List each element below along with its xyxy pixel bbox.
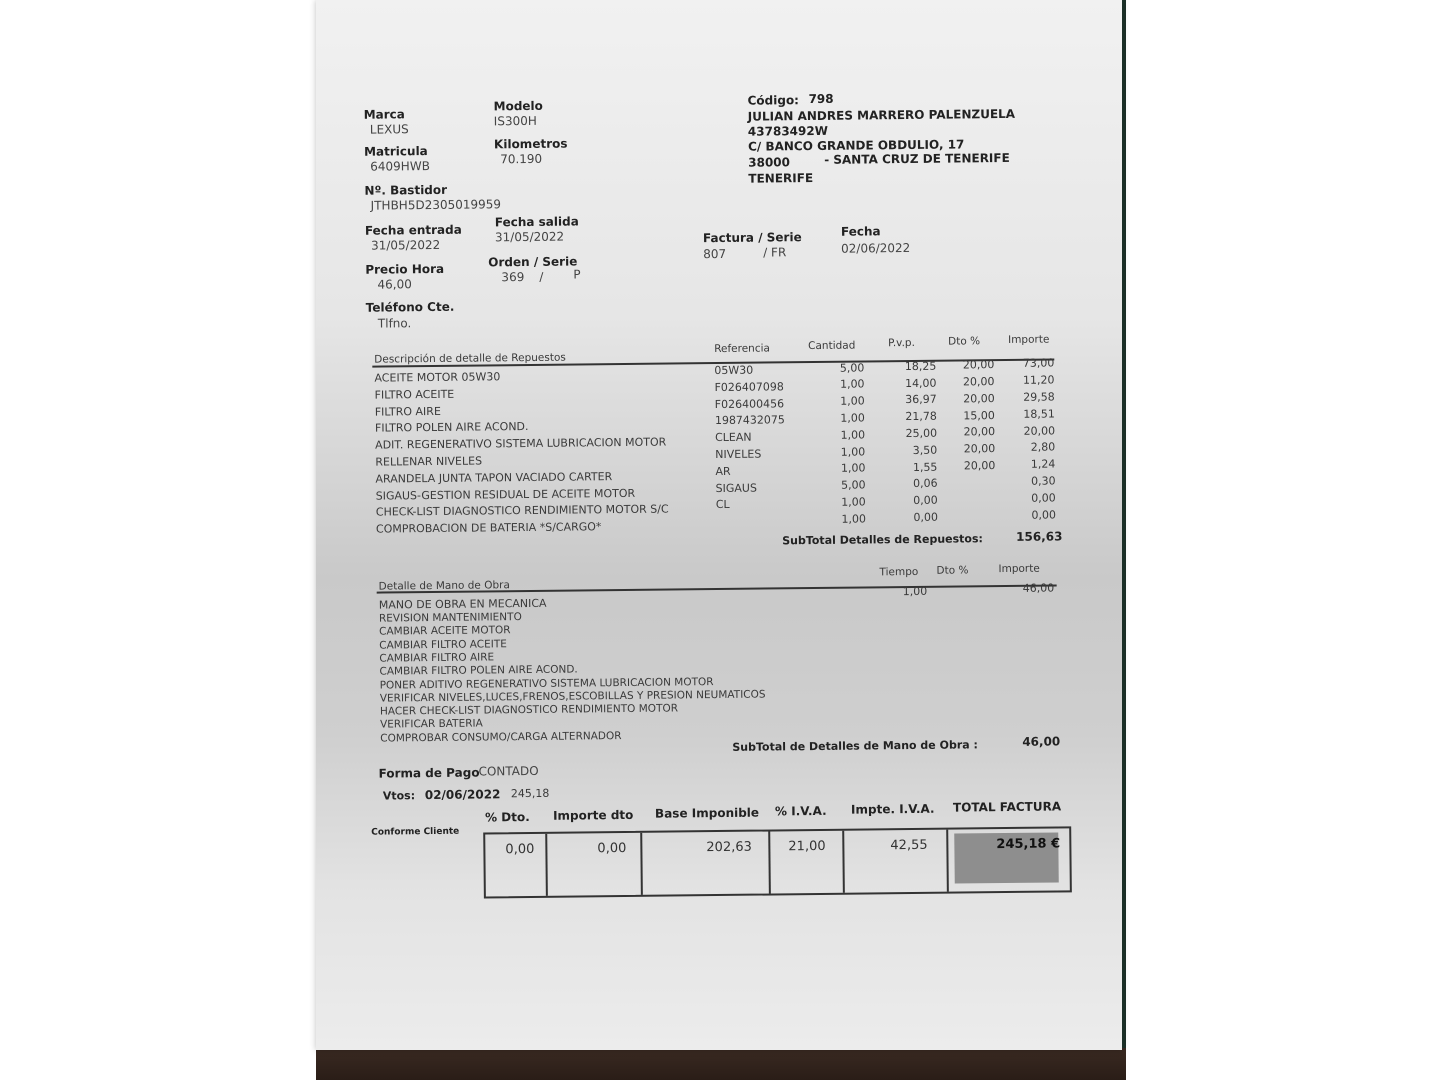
part-dto: 20,00 [962,375,995,389]
labor-line: CAMBIAR FILTRO AIRE [379,651,495,665]
telefono-label: Teléfono Cte. [365,299,455,315]
total-factura-value: 245,18 € [996,836,1061,853]
totals-impte-iva-value: 42,55 [890,837,928,854]
totals-cell-dto [485,834,548,897]
totals-header-importe-dto: Importe dto [552,807,634,823]
totals-importe-dto-value: 0,00 [597,840,627,857]
client-name: JULIAN ANDRES MARRERO PALENZUELA [747,106,1016,124]
labor-line: CAMBIAR FILTRO ACEITE [379,637,507,652]
table-surface-bottom [316,1048,1126,1080]
part-desc: FILTRO POLEN AIRE ACOND. [374,420,529,435]
part-dto: 20,00 [963,459,996,473]
client-nif: 43783492W [747,123,828,139]
part-qty: 5,00 [839,361,865,375]
part-qty: 5,00 [841,478,866,492]
labor-subtotal-value: 46,00 [1022,734,1061,749]
client-city: - SANTA CRUZ DE TENERIFE [824,150,1010,167]
part-qty: 1,00 [840,428,866,442]
labor-line: VERIFICAR NIVELES,LUCES,FRENOS,ESCOBILLAS Y PRESION NEUMATICOS [379,688,766,705]
labor-line: HACER CHECK-LIST DIAGNOSTICO RENDIMIENTO MOTOR [379,702,679,718]
marca-label: Marca [363,107,405,122]
part-pvp: 0,00 [913,493,938,508]
parts-subtotal-label: SubTotal Detalles de Repuestos: [782,532,983,548]
totals-header-iva: % I.V.A. [774,803,827,819]
marca-value: LEXUS [369,122,409,137]
fecha-value: 02/06/2022 [841,240,911,256]
precio-hora-label: Precio Hora [365,261,445,277]
labor-line: VERIFICAR BATERIA [380,717,483,731]
vtos-date: 02/06/2022 [424,787,501,803]
part-importe: 0,00 [1031,491,1056,505]
codigo-label: Código: [747,93,800,108]
part-desc: CHECK-LIST DIAGNOSTICO RENDIMIENTO MOTOR S/C [375,502,669,519]
part-importe: 11,20 [1022,373,1055,387]
part-dto: 20,00 [963,442,996,456]
part-ref: AR [715,464,731,478]
part-dto: 15,00 [963,408,995,422]
part-importe: 1,24 [1030,457,1056,471]
totals-dto-value: 0,00 [505,841,535,858]
fecha-label: Fecha [840,224,881,239]
invoice-paper [316,0,1122,1050]
labor-main-tiempo: 1,00 [902,584,928,599]
labor-header-importe: Importe [998,562,1040,576]
part-desc: ADIT. REGENERATIVO SISTEMA LUBRICACION MOTOR [375,435,667,452]
part-qty: 1,00 [841,495,866,509]
part-importe: 0,00 [1031,508,1056,522]
part-ref: SIGAUS [715,481,757,495]
client-postal-code: 38000 [748,155,791,170]
part-importe: 2,80 [1030,440,1056,455]
part-importe: 18,51 [1023,407,1055,421]
part-pvp: 1,55 [912,460,938,474]
totals-cell-total [948,828,1066,891]
parts-header-desc: Descripción de detalle de Repuestos [374,351,566,366]
labor-main-desc: MANO DE OBRA EN MECANICA [378,596,547,612]
part-dto: 20,00 [962,358,995,372]
part-pvp: 25,00 [905,426,938,441]
part-ref: F026407098 [714,380,784,394]
orden-separator: / [539,269,544,284]
forma-pago-value: CONTADO [478,763,539,779]
part-importe: 20,00 [1023,424,1056,438]
totals-header-base: Base Imponible [654,805,760,821]
part-pvp: 18,25 [904,359,937,373]
fecha-salida-label: Fecha salida [494,214,579,230]
parts-header-qty: Cantidad [808,339,856,353]
part-desc: ACEITE MOTOR 05W30 [374,370,501,385]
totals-header-dto: % Dto. [484,809,530,825]
part-qty: 1,00 [840,411,865,425]
labor-line: REVISION MANTENIMIENTO [378,611,522,625]
bastidor-value: JTHBH5D2305019959 [370,197,502,213]
labor-subtotal-label: SubTotal de Detalles de Mano de Obra : [732,738,978,754]
part-qty: 1,00 [840,461,866,476]
parts-header-dto: Dto % [948,335,981,348]
part-importe: 0,30 [1030,474,1056,488]
part-pvp: 0,00 [913,510,938,524]
fecha-entrada-value: 31/05/2022 [370,237,441,253]
part-ref [716,514,806,515]
parts-header-importe: Importe [1008,333,1050,346]
labor-header-dto: Dto % [936,564,969,577]
part-ref: 05W30 [714,363,754,377]
totals-base-value: 202,63 [706,839,752,856]
codigo-value: 798 [808,91,834,107]
vtos-label: Vtos: [382,789,416,803]
part-pvp: 0,06 [913,477,938,491]
labor-line: COMPROBAR CONSUMO/CARGA ALTERNADOR [380,729,622,745]
invoice-content [316,0,1122,1050]
totals-cell-impte-iva [844,830,949,893]
totals-box [483,826,1072,898]
part-desc: COMPROBACION DE BATERIA *S/CARGO* [375,520,602,536]
totals-cell-importe-dto [547,833,643,896]
totals-header-total: TOTAL FACTURA [952,799,1062,815]
part-qty: 1,00 [839,377,865,392]
forma-pago-label: Forma de Pago [378,765,480,781]
modelo-label: Modelo [493,98,543,114]
fecha-salida-value: 31/05/2022 [494,229,565,245]
labor-header-desc: Detalle de Mano de Obra [378,579,510,593]
part-dto: 20,00 [963,425,996,439]
parts-header-ref: Referencia [714,342,770,356]
part-ref: 1987432075 [714,413,785,428]
client-address: C/ BANCO GRANDE OBDULIO, 17 [747,137,965,154]
orden-serie-label: Orden / Serie [488,254,578,270]
part-qty: 1,00 [841,512,867,526]
labor-header-tiempo: Tiempo [879,565,919,579]
totals-cell-iva [770,831,845,894]
conforme-cliente-label: Conforme Cliente [371,826,460,838]
parts-header-pvp: P.v.p. [888,336,915,350]
part-ref: NIVELES [715,447,762,461]
orden-serie-value: P [573,267,581,282]
factura-serie-value: / FR [763,245,787,260]
part-pvp: 21,78 [905,409,937,424]
modelo-value: IS300H [493,113,537,129]
part-importe: 29,58 [1023,390,1055,404]
parts-subtotal-value: 156,63 [1016,529,1063,544]
matricula-value: 6409HWB [370,159,430,174]
factura-serie-label: Factura / Serie [702,230,802,246]
factura-number: 807 [703,246,727,262]
totals-header-impte-iva: Impte. I.V.A. [850,801,935,817]
fecha-entrada-label: Fecha entrada [364,222,462,238]
vtos-amount: 245,18 [510,786,550,801]
labor-line: CAMBIAR ACEITE MOTOR [379,624,511,638]
totals-iva-value: 21,00 [788,838,826,855]
part-ref: F026400456 [714,396,785,411]
part-dto: 20,00 [963,391,995,406]
telefono-value: Tlfno. [377,316,412,331]
part-desc: FILTRO ACEITE [374,387,455,402]
km-label: Kilometros [493,136,568,152]
labor-main-importe: 46,00 [1022,581,1055,595]
part-importe: 73,00 [1022,356,1055,371]
part-desc: FILTRO AIRE [374,404,441,419]
part-pvp: 36,97 [905,393,937,407]
matricula-label: Matricula [363,144,428,159]
part-ref: CLEAN [715,430,752,445]
precio-hora-value: 46,00 [377,277,412,292]
part-qty: 1,00 [840,394,865,408]
part-pvp: 3,50 [912,443,938,457]
part-desc: SIGAUS-GESTION RESIDUAL DE ACEITE MOTOR [375,486,636,503]
km-value: 70.190 [500,151,543,167]
part-ref: CL [715,498,730,512]
part-desc: ARANDELA JUNTA TAPON VACIADO CARTER [375,469,613,486]
part-qty: 1,00 [840,445,866,459]
bastidor-label: Nº. Bastidor [364,182,448,198]
part-desc: RELLENAR NIVELES [375,454,483,469]
orden-value: 369 [501,270,525,285]
totals-cell-base [642,831,771,894]
part-pvp: 14,00 [904,376,937,390]
labor-line: PONER ADITIVO REGENERATIVO SISTEMA LUBRICACION MOTOR [379,675,714,692]
client-province: TENERIFE [748,170,814,186]
labor-line: CAMBIAR FILTRO POLEN AIRE ACOND. [379,663,578,678]
